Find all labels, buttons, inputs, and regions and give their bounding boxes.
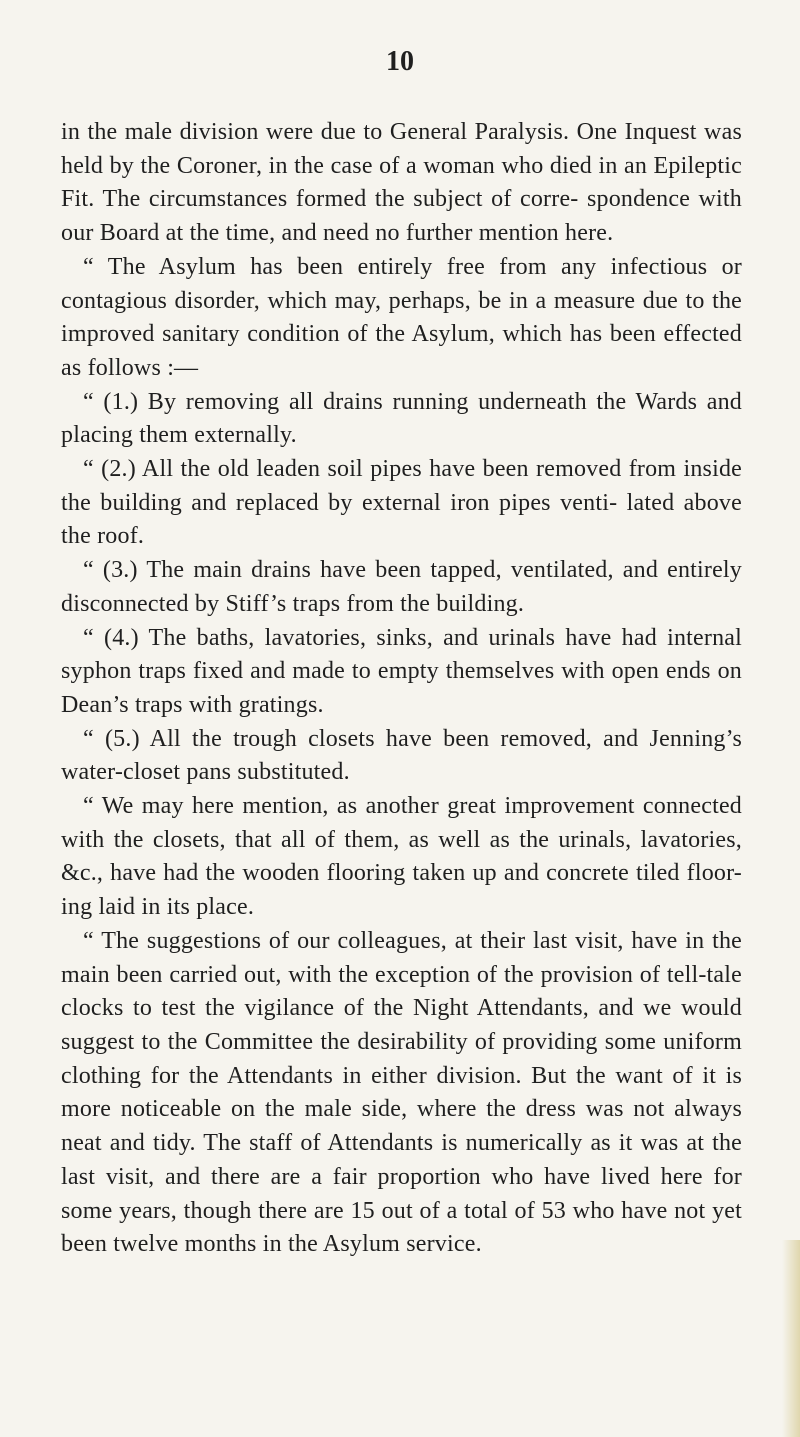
paragraph-suggestions: “ The suggestions of our colleagues, at their last visit, have in the main been carried out, with the exception of the provision of tell-tale clocks to test the vigilance of the Night Attendants, and we would suggest to the Committee the desirability of providing some uniform clothing for the Attendants in either division. But the want of it is more noticeable on the male side, where the dress was not always neat and tidy. The staff of Attendants is numerically as it was at the last visit, and there are a fair proportion who have lived here for some years, though there are 15 out of a total of 53 who have not yet been twelve months in the Asylum service. — [61, 927, 742, 1258]
list-item-3: “ (3.) The main drains have been tapped, ventilated, and entirely disconnected by Stiff’s traps from the building. — [61, 557, 742, 617]
page-edge-stain — [782, 1240, 800, 1437]
list-item-5: “ (5.) All the trough closets have been removed, and Jenning’s water-closet pans substituted. — [61, 725, 742, 786]
body-text — [61, 116, 742, 1262]
list-item-4: “ (4.) The baths, lavatories, sinks, and urinals have had internal syphon traps fixed and made to empty themselves with open ends on Dean’s traps with gratings. — [61, 624, 742, 718]
list-item-1: “ (1.) By removing all drains running underneath the Wards and placing them externally. — [61, 388, 742, 449]
list-item-2: “ (2.) All the old leaden soil pipes have been removed from inside the building and replaced by external iron pipes venti- lated above the roof. — [61, 456, 742, 550]
paragraph-asylum-free: “ The Asylum has been entirely free from any infectious or contagious disorder, which may, perhaps, be in a measure due to the improved sanitary condition of the Asylum, which has been effected as follows :— — [61, 253, 742, 381]
paragraph-closets: “ We may here mention, as another great improvement connected with the closets, that all of them, as well as the urinals, lavatories, &c., have had the wooden flooring taken up and concrete tiled floor- ing laid in its place. — [61, 793, 742, 921]
paragraph-continuation: in the male division were due to General Paralysis. One Inquest was held by the Coroner, in the case of a woman who died in an Epileptic Fit. The circumstances formed the subject of corre- spondence with our Board at the time, and need no further mention here. — [61, 119, 742, 247]
page-number: 10 — [386, 46, 414, 77]
